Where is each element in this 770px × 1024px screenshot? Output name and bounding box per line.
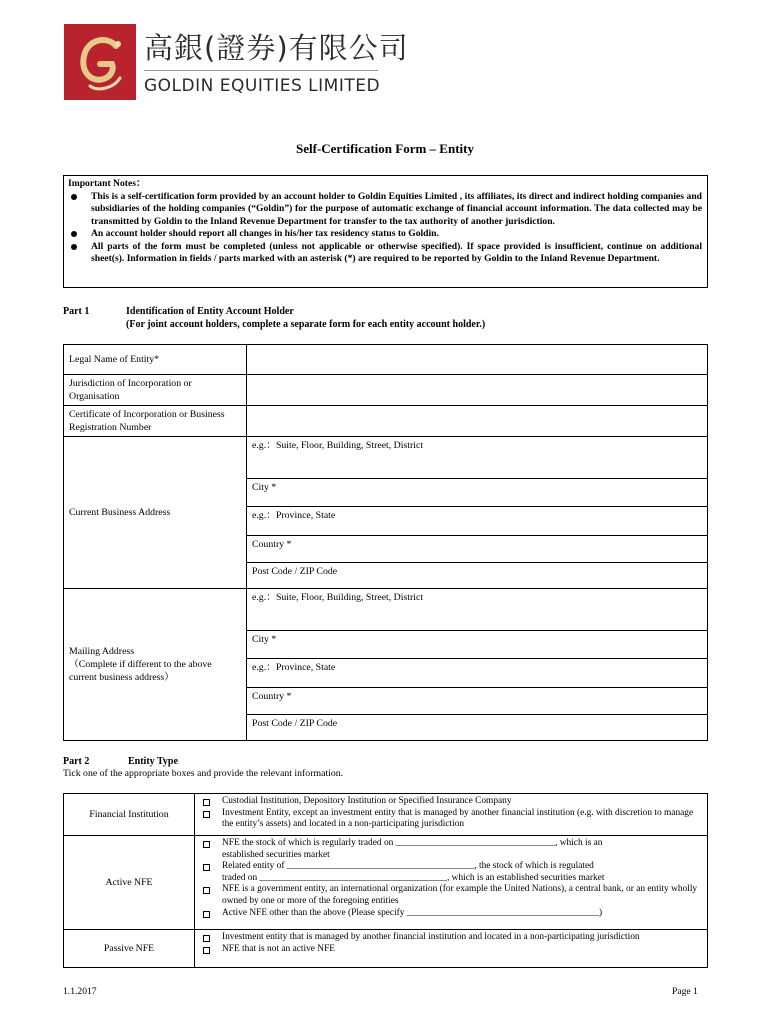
jurisdiction-field[interactable] <box>247 375 708 406</box>
active-nfe-option-related-cont: traded on ________________________________________, which is an established securities market <box>222 872 605 883</box>
jurisdiction-label: Jurisdiction of Incorporation or Organisation <box>64 375 247 406</box>
form-title: Self-Certification Form – Entity <box>296 141 474 156</box>
mailing-street-field[interactable]: e.g.：Suite, Floor, Building, Street, District <box>247 589 708 631</box>
notes-list <box>68 191 702 266</box>
checkbox[interactable] <box>203 935 210 942</box>
active-nfe-option-listed[interactable]: NFE the stock of which is regularly traded on __________________________________, which is an <box>195 838 703 850</box>
passive-nfe-option-not-active[interactable]: NFE that is not an active NFE <box>195 944 703 956</box>
current-street-field[interactable]: e.g.：Suite, Floor, Building, Street, District <box>247 437 708 479</box>
legal-name-field[interactable] <box>247 345 708 375</box>
active-nfe-option-related[interactable]: Related entity of ________________________________________, the stock of which is regulated <box>195 861 703 873</box>
checkbox[interactable] <box>203 947 210 954</box>
passive-nfe-option-managed[interactable]: Investment entity that is managed by another financial institution and located in a non-participating jurisdiction <box>195 932 703 944</box>
passive-nfe-options <box>195 930 708 968</box>
footer-date: 1.1.2017 <box>63 986 97 997</box>
financial-institution-label: Financial Institution <box>64 794 195 836</box>
important-notes-box <box>63 175 708 288</box>
mailing-address-title: Mailing Address <box>69 646 135 657</box>
part1-label: Part 1 <box>63 306 90 317</box>
checkbox[interactable] <box>203 811 210 818</box>
certificate-label: Certificate of Incorporation or Business Registration Number <box>64 406 247 437</box>
legal-name-label: Legal Name of Entity* <box>64 345 247 375</box>
mailing-city-field[interactable]: City * <box>247 631 708 659</box>
fi-option-investment-entity[interactable]: Investment Entity, except an investment entity that is managed by another financial institution (e.g. with discretion to manage the entity’s assets) and located in a non-participating jurisdiction <box>195 808 703 831</box>
part2-label: Part 2 <box>63 756 90 767</box>
mailing-country-field[interactable]: Country * <box>247 688 708 715</box>
checkbox[interactable] <box>203 799 210 806</box>
active-nfe-option-listed-cont: established securities market <box>222 849 330 860</box>
brand-name-english: GOLDIN EQUITIES LIMITED <box>144 76 381 96</box>
bullet-icon <box>71 194 77 200</box>
current-country-field[interactable]: Country * <box>247 536 708 563</box>
goldin-g-logo-icon <box>64 24 136 100</box>
mailing-address-note: （Complete if different to the above current business address） <box>69 659 212 683</box>
notes-item: All parts of the form must be completed (unless not applicable or otherwise specified). If space provided is insufficient, continue on additional sheet(s). Information in fields / parts marked with an asterisk (*) are required to be reported by Goldin to the Inland Revenue Department. <box>68 241 702 266</box>
notes-heading: Important Notes： <box>68 178 146 189</box>
current-postcode-field[interactable]: Post Code / ZIP Code <box>247 563 708 589</box>
brand-divider <box>144 70 378 71</box>
current-city-field[interactable]: City * <box>247 479 708 507</box>
active-nfe-label: Active NFE <box>64 836 195 930</box>
mailing-province-field[interactable]: e.g.：Province, State <box>247 659 708 688</box>
active-nfe-option-government[interactable]: NFE is a government entity, an international organization (for example the United Nations), a central bank, or an entity wholly owned by one or more of the foregoing entities <box>195 884 703 907</box>
checkbox[interactable] <box>203 887 210 894</box>
bullet-icon <box>71 244 77 250</box>
notes-item: An account holder should report all changes in his/her tax residency status to Goldin. <box>68 228 702 241</box>
checkbox[interactable] <box>203 841 210 848</box>
mailing-postcode-field[interactable]: Post Code / ZIP Code <box>247 715 708 741</box>
entity-type-table <box>63 793 708 968</box>
mailing-address-label <box>64 589 247 741</box>
brand-name-chinese: 高銀(證券)有限公司 <box>144 31 409 65</box>
current-address-label: Current Business Address <box>64 437 247 589</box>
active-nfe-option-other[interactable]: Active NFE other than the above (Please specify _________________________________________) <box>195 908 703 920</box>
part2-instruction: Tick one of the appropriate boxes and provide the relevant information. <box>63 768 344 779</box>
passive-nfe-label: Passive NFE <box>64 930 195 968</box>
active-nfe-options <box>195 836 708 930</box>
footer-page-number: Page 1 <box>672 986 698 997</box>
checkbox[interactable] <box>203 911 210 918</box>
part2-title: Entity Type <box>128 756 178 767</box>
fi-option-custodial[interactable]: Custodial Institution, Depository Institution or Specified Insurance Company <box>195 796 703 808</box>
bullet-icon <box>71 231 77 237</box>
part1-title: Identification of Entity Account Holder <box>126 306 294 317</box>
checkbox[interactable] <box>203 864 210 871</box>
notes-item: This is a self-certification form provided by an account holder to Goldin Equities Limited , its affiliates, its direct and indirect holding companies and subsidiaries of the holding companies (“Goldin”) for the purpose of automatic exchange of financial account information. The data collected may be transmitted by Goldin to the Inland Revenue Department for transfer to the tax authority of another jurisdiction. <box>68 191 702 229</box>
entity-identification-table <box>63 344 708 741</box>
current-province-field[interactable]: e.g.：Province, State <box>247 507 708 536</box>
certificate-field[interactable] <box>247 406 708 437</box>
financial-institution-options <box>195 794 708 836</box>
part1-subtitle: (For joint account holders, complete a separate form for each entity account holder.) <box>126 319 486 330</box>
